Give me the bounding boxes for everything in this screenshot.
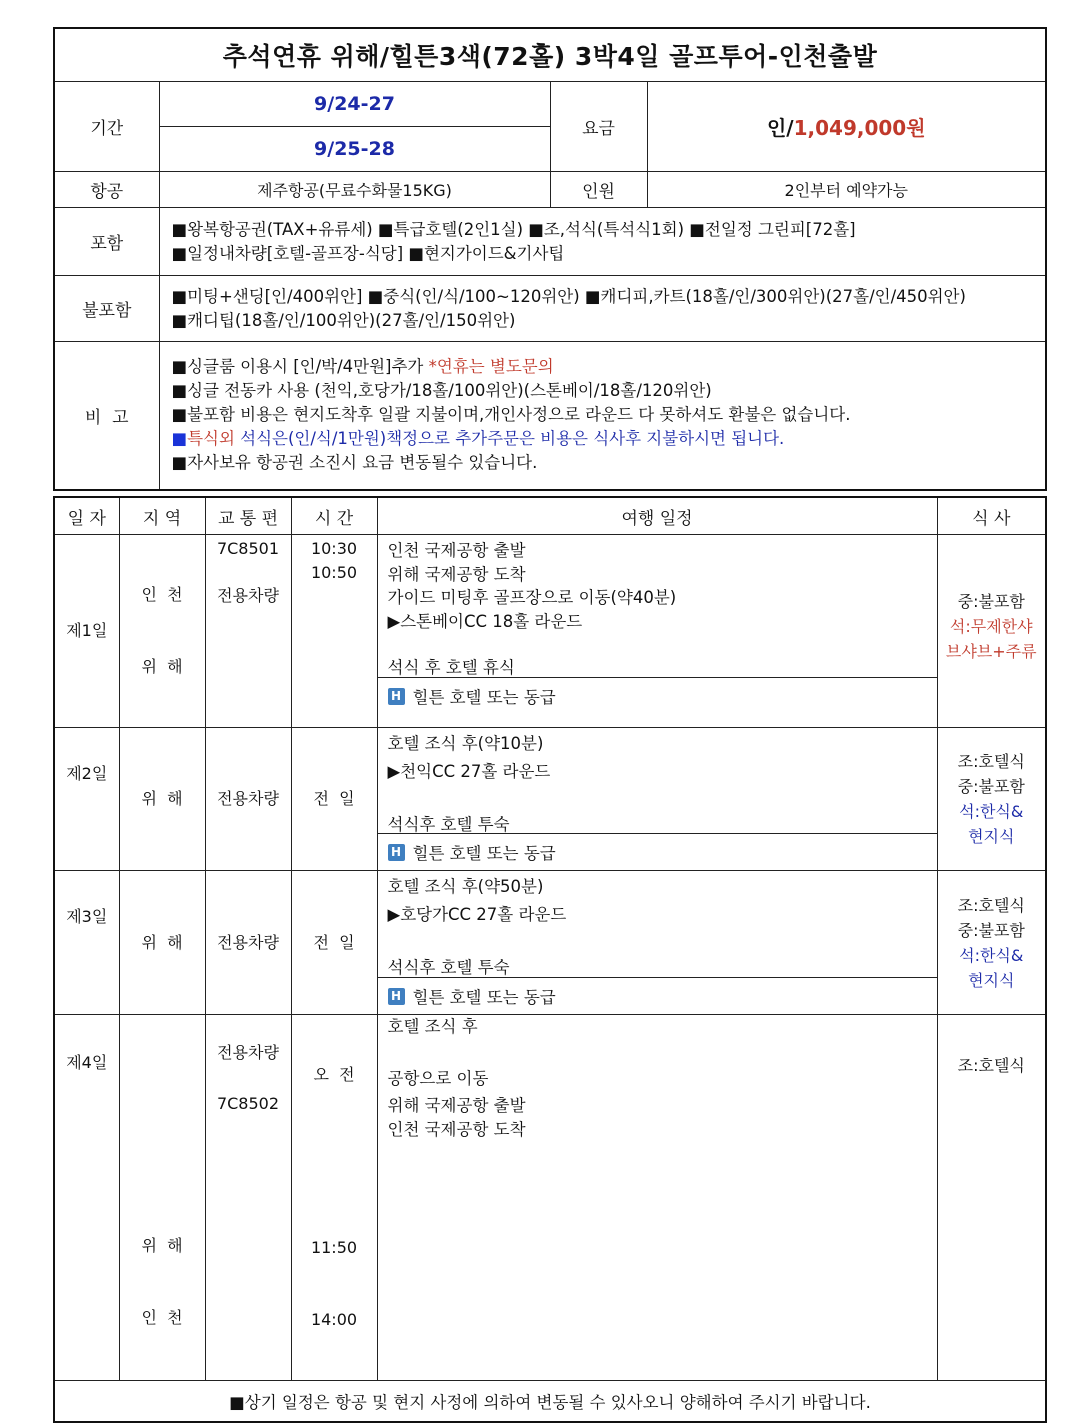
- meals-cell: [937, 728, 1046, 871]
- note-line: ■자사보유 항공권 소진시 요금 변동될수 있습니다.: [171, 453, 538, 473]
- flight-number: 7C8501: [216, 539, 280, 558]
- day-row: [54, 1015, 1046, 1381]
- meal-item: 조:호텔식: [957, 1056, 1025, 1075]
- time-value: 10:50: [310, 563, 358, 582]
- transport-cell: [205, 535, 291, 728]
- header-region: 지 역: [119, 497, 205, 535]
- itinerary-cell: [377, 728, 937, 871]
- itinerary-item: 위해 국제공항 출발: [387, 1096, 526, 1115]
- region-name: 인 천: [141, 585, 183, 604]
- note-text-blue: 석식은(인/식/1만원)책정으로 추가주문은 비용은 식사후 지불하시면 됩니다.: [240, 429, 785, 449]
- price-prefix: 인/: [766, 116, 794, 140]
- region-name: 인 천: [141, 1308, 183, 1327]
- time-value: 오 전: [313, 1065, 355, 1084]
- meal-item: 조:호텔식: [957, 895, 1025, 915]
- itinerary-cell: [377, 871, 937, 1015]
- period-label: 기간: [54, 82, 159, 172]
- meal-item: 중:불포함: [957, 777, 1025, 796]
- exclude-line: ■캐디팁(18홀/인/100위안)(27홀/인/150위안): [171, 310, 516, 330]
- meal-item: 현지식: [968, 827, 1015, 846]
- vehicle: 전용차량: [205, 728, 291, 871]
- note-bullet: ■: [171, 429, 188, 449]
- hotel-name: 힐튼 호텔 또는 동급: [412, 844, 556, 863]
- itinerary-cell: [377, 535, 937, 728]
- tour-info-table: [53, 27, 1047, 491]
- day-row: [54, 728, 1046, 871]
- include-line: ■일정내차량[호텔-골프장-식당] ■현지가이드&기사팁: [171, 243, 565, 263]
- itinerary-item: 호텔 조식 후(약10분): [387, 734, 544, 753]
- hotel-row: [378, 833, 937, 870]
- itinerary-item: 위해 국제공항 도착: [387, 564, 526, 584]
- meals-cell: [937, 871, 1046, 1015]
- day-row: [54, 535, 1046, 728]
- itinerary-item: 석식후 호텔 투숙: [387, 958, 510, 977]
- itinerary-item: ▶천익CC 27홀 라운드: [387, 761, 551, 781]
- itinerary-item: 인천 국제공항 출발: [387, 541, 526, 560]
- header-time: 시 간: [291, 497, 377, 535]
- meal-item: 중:불포함: [957, 920, 1025, 940]
- time-value: 10:30: [310, 539, 358, 558]
- time-value: 전 일: [291, 728, 377, 871]
- header-itinerary: 여행 일정: [377, 497, 937, 535]
- region-name: 위 해: [141, 657, 183, 676]
- note-line: [172, 355, 1034, 379]
- itinerary-item: 석식후 호텔 투숙: [387, 815, 510, 834]
- time-value: 전 일: [291, 871, 377, 1015]
- itinerary-item: 인천 국제공항 도착: [387, 1119, 526, 1139]
- itinerary-cell: [377, 1015, 937, 1381]
- day-label: 제1일: [54, 535, 119, 728]
- region-name: 위 해: [119, 871, 205, 1015]
- vehicle: 전용차량: [217, 586, 279, 605]
- note-highlight: 특식외: [187, 429, 241, 449]
- exclude-list: [159, 276, 1046, 342]
- meals-cell: [937, 535, 1046, 728]
- hotel-icon: H: [388, 988, 405, 1005]
- exclude-label: 불포함: [54, 276, 159, 342]
- time-cell: [291, 535, 377, 728]
- hotel-icon: H: [388, 688, 405, 705]
- note-line: [172, 427, 1034, 451]
- meal-item: 조:호텔식: [957, 752, 1025, 771]
- header-meals: 식 사: [937, 497, 1046, 535]
- itinerary-item: 가이드 미팅후 골프장으로 이동(약40분): [387, 588, 677, 607]
- meal-item: 브샤브+주류: [945, 642, 1037, 661]
- people-value: 2인부터 예약가능: [647, 172, 1046, 208]
- day-row: [54, 871, 1046, 1015]
- vehicle: 전용차량: [217, 1043, 279, 1062]
- region-name: 위 해: [119, 728, 205, 871]
- itinerary-item: ▶호당가CC 27홀 라운드: [387, 904, 567, 924]
- region-cell: [119, 535, 205, 728]
- itinerary-table: [53, 496, 1047, 1423]
- price-cell: [647, 82, 1046, 172]
- note-line: ■불포함 비용은 현지도착후 일괄 지불이며,개인사정으로 라운드 다 못하셔도 환불은 없습니다.: [171, 405, 851, 425]
- meal-item: 중:불포함: [957, 592, 1025, 611]
- exclude-line: ■미팅+샌딩[인/400위안] ■중식(인/식/100~120위안) ■캐디피,카트(18홀/인/300위안)(27홀/인/450위안): [171, 286, 966, 306]
- fee-label: 요금: [550, 82, 647, 172]
- meals-cell: [937, 1015, 1046, 1381]
- airline-value: 제주항공(무료수화물15KG): [159, 172, 550, 208]
- schedule-footer-note: ■상기 일정은 항공 및 현지 사정에 의하여 변동될 수 있사오니 양해하여 주시기 바랍니다.: [54, 1381, 1046, 1423]
- day-label: 제2일: [54, 728, 119, 871]
- itinerary-item: ▶스톤베이CC 18홀 라운드: [387, 611, 583, 631]
- note-highlight: *연휴는 별도문의: [428, 357, 554, 377]
- include-line: ■왕복항공권(TAX+유류세) ■특급호텔(2인1실) ■조,석식(특석식1회) ■전일정 그린피[72홀]: [171, 219, 856, 239]
- hotel-name: 힐튼 호텔 또는 동급: [412, 688, 556, 707]
- page-title: 추석연휴 위해/힐튼3색(72홀) 3박4일 골프투어-인천출발: [54, 28, 1046, 82]
- flight-number: 7C8502: [216, 1094, 280, 1113]
- header-transport: 교 통 편: [205, 497, 291, 535]
- header-day: 일 자: [54, 497, 119, 535]
- itinerary-header-row: [54, 497, 1046, 535]
- region-cell: [119, 1015, 205, 1381]
- meal-item: 석:한식&: [959, 945, 1024, 965]
- itinerary-item: 공항으로 이동: [387, 1068, 489, 1088]
- vehicle: 전용차량: [205, 871, 291, 1015]
- region-name: 위 해: [141, 1236, 183, 1255]
- airline-label: 항공: [54, 172, 159, 208]
- transport-cell: [205, 1015, 291, 1381]
- hotel-row: [378, 677, 938, 714]
- time-cell: [291, 1015, 377, 1381]
- meal-item: 석:한식&: [959, 802, 1024, 821]
- day-label: 제4일: [54, 1015, 119, 1381]
- hotel-name: 힐튼 호텔 또는 동급: [412, 988, 556, 1007]
- meal-item: 현지식: [968, 970, 1015, 990]
- price-value: 1,049,000원: [793, 116, 926, 140]
- date-option-2: 9/25-28: [159, 127, 550, 172]
- itinerary-item: 호텔 조식 후: [387, 1017, 478, 1036]
- people-label: 인원: [550, 172, 647, 208]
- note-text: ■싱글룸 이용시 [인/박/4만원]추가: [171, 357, 429, 377]
- meal-item: 석:무제한샤: [949, 617, 1033, 636]
- time-value: 11:50: [310, 1238, 358, 1257]
- hotel-row: [378, 977, 937, 1014]
- include-list: [159, 208, 1046, 276]
- itinerary-item: 호텔 조식 후(약50분): [387, 877, 544, 896]
- day-label: 제3일: [54, 871, 119, 1015]
- notes-label: 비 고: [54, 342, 159, 490]
- time-value: 14:00: [310, 1310, 358, 1329]
- include-label: 포함: [54, 208, 159, 276]
- hotel-icon: H: [388, 844, 405, 861]
- note-line: ■싱글 전동카 사용 (천익,호당가/18홀/100위안)(스톤베이/18홀/120위안): [171, 381, 712, 401]
- date-option-1: 9/24-27: [159, 82, 550, 127]
- itinerary-item: 석식 후 호텔 휴식: [387, 658, 515, 677]
- notes-list: [159, 342, 1046, 490]
